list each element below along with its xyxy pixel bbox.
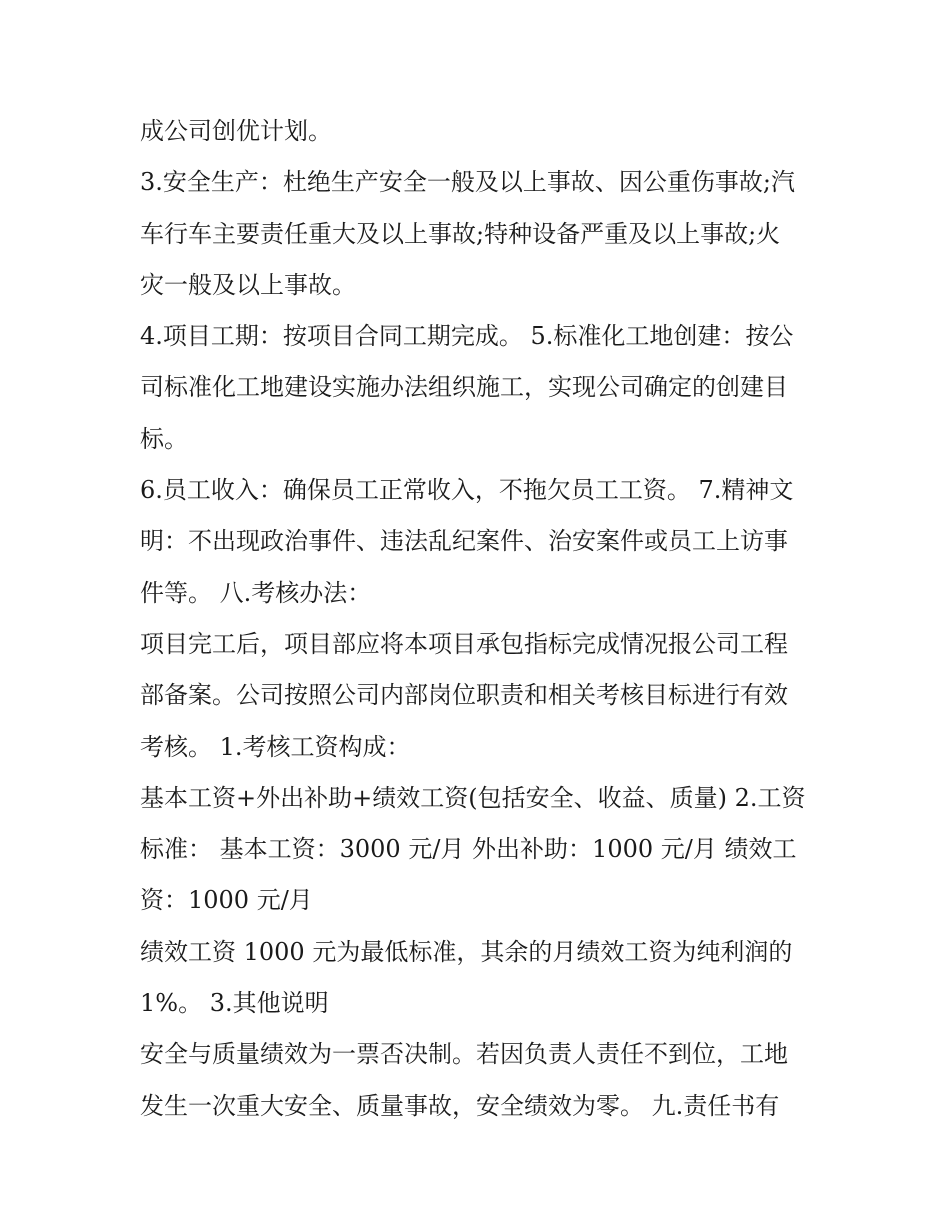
text-line: 资：1000 元/月 bbox=[140, 886, 313, 915]
text-line: 标准： 基本工资：3000 元/月 外出补助：1000 元/月 绩效工 bbox=[140, 835, 797, 864]
text-line: 4.项目工期：按项目合同工期完成。 5.标准化工地创建：按公 bbox=[140, 322, 794, 351]
text-line: 3.安全生产：杜绝生产安全一般及以上事故、因公重伤事故;汽 bbox=[140, 168, 795, 197]
text-line: 项目完工后，项目部应将本项目承包指标完成情况报公司工程 bbox=[140, 629, 788, 658]
text-line: 1%。 3.其他说明 bbox=[140, 989, 329, 1018]
text-line: 考核。 1.考核工资构成： bbox=[140, 732, 411, 761]
document-body bbox=[140, 106, 820, 1132]
text-line: 安全与质量绩效为一票否决制。若因负责人责任不到位，工地 bbox=[140, 1040, 788, 1069]
text-line: 标。 bbox=[140, 424, 188, 453]
text-line: 件等。 八.考核办法： bbox=[140, 578, 372, 607]
text-line: 发生一次重大安全、质量事故，安全绩效为零。 九.责任书有 bbox=[140, 1091, 780, 1120]
text-line: 绩效工资 1000 元为最低标准，其余的月绩效工资为纯利润的 bbox=[140, 937, 793, 966]
text-line: 6.员工收入：确保员工正常收入，不拖欠员工工资。 7.精神文 bbox=[140, 476, 794, 505]
text-line: 司标准化工地建设实施办法组织施工，实现公司确定的创建目 bbox=[140, 373, 788, 402]
text-line: 基本工资+外出补助+绩效工资(包括安全、收益、质量) 2.工资 bbox=[140, 783, 806, 812]
text-line: 部备案。公司按照公司内部岗位职责和相关考核目标进行有效 bbox=[140, 681, 788, 710]
text-line: 成公司创优计划。 bbox=[140, 117, 332, 145]
text-line: 明：不出现政治事件、违法乱纪案件、治安案件或员工上访事 bbox=[140, 527, 788, 556]
text-line: 灾一般及以上事故。 bbox=[140, 270, 356, 299]
text-line: 车行车主要责任重大及以上事故;特种设备严重及以上事故;火 bbox=[140, 219, 781, 248]
